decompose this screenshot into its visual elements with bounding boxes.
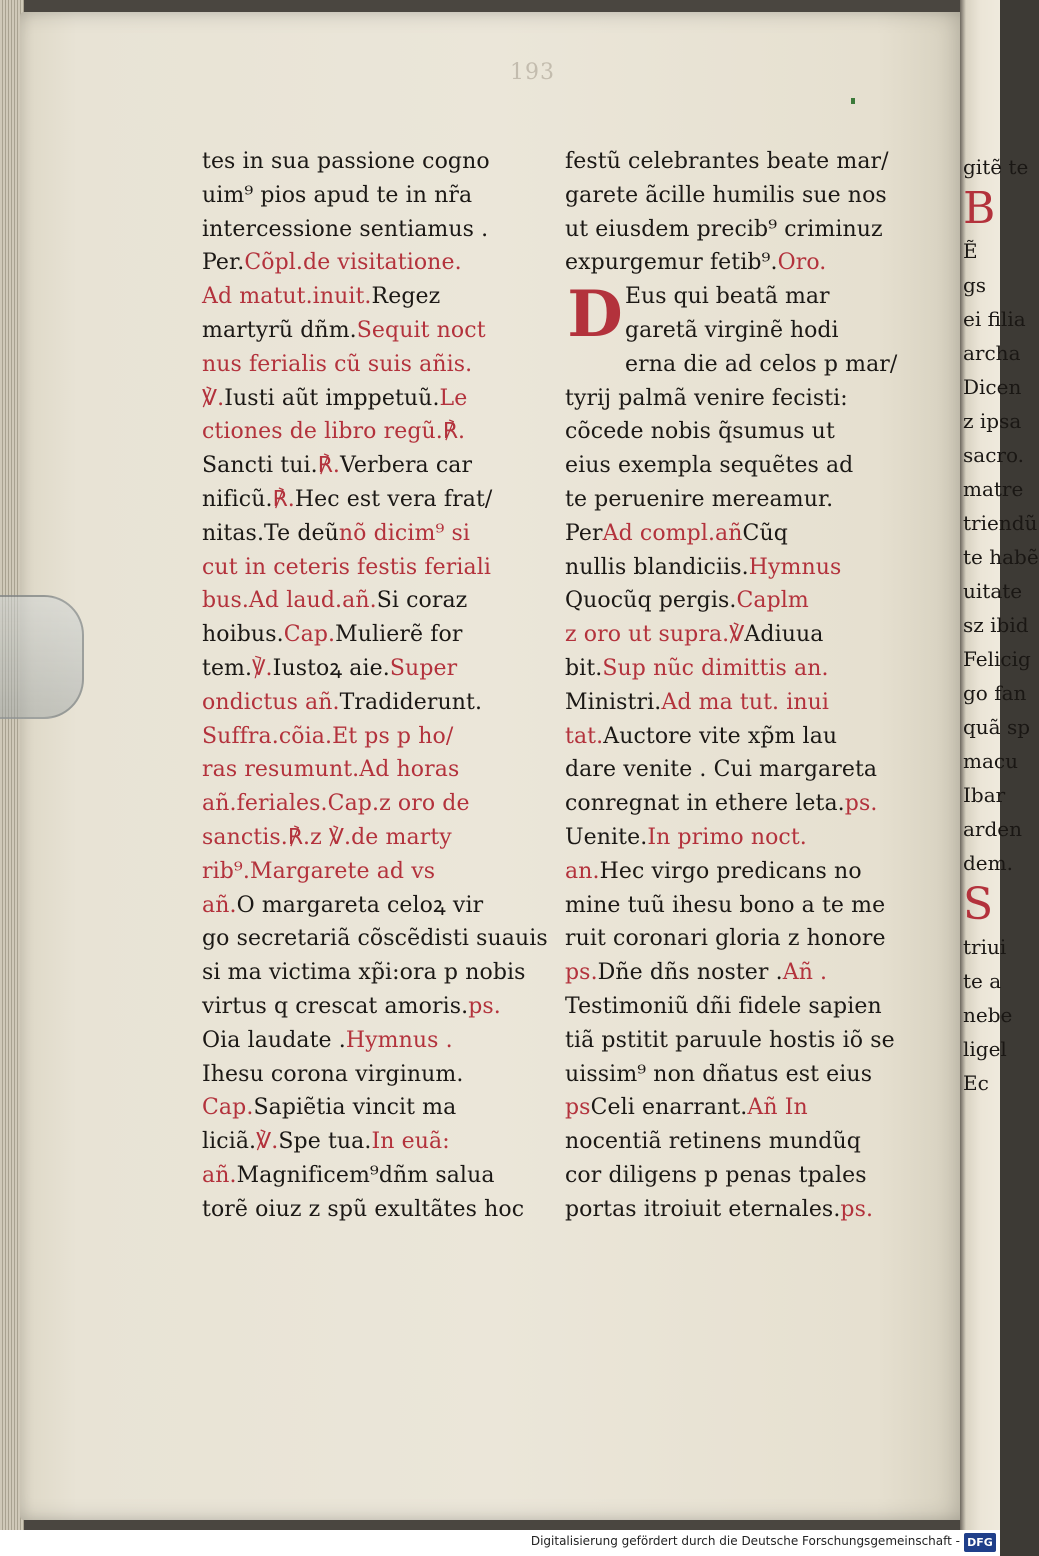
rubric-text: an. <box>565 858 600 884</box>
body-text: hoibus. <box>202 622 284 648</box>
right-column-rest <box>565 348 910 1227</box>
text-line <box>202 449 547 483</box>
body-text: Testimoniũ dñi fidele sapien <box>565 993 882 1019</box>
rubric-text: Ad ma tut. inui <box>661 689 830 715</box>
body-text: Ministri. <box>565 689 662 715</box>
text-line <box>202 787 547 821</box>
body-text: ut eiusdem precib⁹ criminuz <box>565 216 883 242</box>
body-text: si ma victima xp̃i:ora p nobis <box>202 960 526 986</box>
text-line <box>565 720 910 754</box>
body-text: nullis blandiciis. <box>565 554 749 580</box>
facing-page-line: arden <box>963 817 1023 841</box>
body-text: Tradiderunt. <box>339 689 483 715</box>
text-line <box>565 246 910 280</box>
rubric-text: nõ dicim⁹ si <box>338 520 470 546</box>
facing-page-line: gs <box>963 273 987 297</box>
text-line <box>202 1058 547 1092</box>
body-text: expurgemur fetib⁹. <box>565 250 778 276</box>
facing-page-line: S <box>963 879 994 930</box>
rubric-text: ℣. <box>256 1129 279 1155</box>
rubric-text: Suffra.cõia.Et ps p ho/ <box>202 723 454 749</box>
rubric-text: ℟. <box>272 486 295 512</box>
body-text: Iusti aũt imppetuũ. <box>224 385 440 411</box>
rubric-text: In primo noct. <box>647 824 807 850</box>
body-text: liciã. <box>202 1129 257 1155</box>
text-line <box>565 213 910 247</box>
facing-page-line: triendũ <box>963 511 1038 535</box>
text-line <box>202 584 547 618</box>
folio-number: 193 <box>510 60 555 85</box>
body-text: tem. <box>202 655 253 681</box>
decorated-initial: D <box>567 277 623 353</box>
text-line <box>202 246 547 280</box>
text-line <box>565 821 910 855</box>
body-text: Eus qui beatã mar <box>625 284 830 310</box>
body-text: intercessione sentiamus . <box>202 216 489 242</box>
rubric-text: ras resumunt.Ad horas <box>202 757 460 783</box>
rubric-text: ps. <box>840 1196 874 1222</box>
body-text: te peruenire mereamur. <box>565 486 834 512</box>
text-line <box>202 382 547 416</box>
text-line <box>202 720 547 754</box>
body-text: Iustoꝝ aie. <box>272 655 390 681</box>
right-text-column <box>565 145 910 1227</box>
facing-page-line: archa <box>963 341 1021 365</box>
facing-page-line: Ec <box>963 1071 989 1095</box>
rubric-text: nus ferialis cũ suis añis. <box>202 351 473 377</box>
rubric-text: ps. <box>565 960 598 986</box>
body-text: festũ celebrantes beate mar/ <box>565 149 889 174</box>
rubric-text: Hymnus . <box>345 1027 453 1053</box>
rubric-text: sanctis.℟.z ℣.de marty <box>202 824 452 850</box>
body-text: nificũ. <box>202 486 273 512</box>
body-text: Uenite. <box>565 824 648 850</box>
rubric-text: Ad compl.añ <box>602 520 743 546</box>
rubric-text: Cõpl.de visitatione. <box>244 250 462 276</box>
rubric-text: z oro ut supra.℣ <box>565 622 745 648</box>
body-text: portas itroiuit eternales. <box>565 1196 841 1222</box>
text-line <box>565 551 910 585</box>
facing-page-line: Dicen <box>963 375 1022 399</box>
rubric-text: ctiones de libro regũ.℟. <box>202 419 466 445</box>
rubric-text: ℣. <box>252 655 273 681</box>
text-line <box>565 889 910 923</box>
rubric-text: bus.Ad laud.añ. <box>202 588 377 614</box>
text-line <box>202 652 547 686</box>
body-text: Magnificem⁹dñm salua <box>236 1162 495 1188</box>
text-line <box>565 483 910 517</box>
dfg-logo: DFG <box>964 1533 996 1552</box>
text-line <box>565 990 910 1024</box>
text-line <box>565 855 910 889</box>
rubric-text: añ. <box>202 892 237 918</box>
rubric-text: tat. <box>565 723 604 749</box>
body-text: ruit coronari gloria z honore <box>565 926 886 952</box>
text-line <box>565 145 910 179</box>
ink-speck <box>851 98 855 104</box>
text-line <box>202 348 547 382</box>
rubric-text: Añ In <box>747 1095 808 1121</box>
rubric-text: ℟. <box>317 453 340 479</box>
facing-page-line: sacro. <box>963 443 1024 467</box>
body-text: dare venite . Cui margareta <box>565 757 878 783</box>
rubric-text: Caplm <box>736 588 809 614</box>
text-line <box>565 652 910 686</box>
text-line <box>202 551 547 585</box>
text-line <box>565 517 910 551</box>
body-text: Quocũq pergis. <box>565 588 737 614</box>
page-clip <box>0 595 84 719</box>
body-text: Sapiẽtia vincit ma <box>253 1095 457 1121</box>
text-line <box>202 483 547 517</box>
body-text: conregnat in ethere leta. <box>565 791 845 817</box>
body-text: Hec virgo predicans no <box>599 858 862 884</box>
body-text: nocentiã retinens mundũq <box>565 1129 861 1155</box>
facing-page-line: triui <box>963 935 1007 959</box>
rubric-text: Sequit noct <box>356 317 486 343</box>
rubric-text: rib⁹.Margarete ad vs <box>202 858 436 884</box>
body-text: garete ãcille humilis sue nos <box>565 182 887 208</box>
body-text: garetã virginẽ hodi <box>625 317 839 343</box>
facing-page-line: sz ibid <box>963 613 1029 637</box>
text-line <box>202 1125 547 1159</box>
text-line <box>565 686 910 720</box>
facing-page-line: uitate <box>963 579 1023 603</box>
body-text: Per. <box>202 250 245 276</box>
text-line <box>565 179 910 213</box>
body-text: bit. <box>565 655 603 681</box>
rubric-text: ps. <box>844 791 878 817</box>
rubric-text: Sup nũc dimittis an. <box>602 655 829 681</box>
text-line <box>565 1193 910 1227</box>
body-text: Mulierẽ for <box>335 622 463 648</box>
body-text: cor diligens p penas tpales <box>565 1162 867 1188</box>
text-line <box>565 415 910 449</box>
text-line <box>565 449 910 483</box>
text-line <box>202 179 547 213</box>
text-line <box>565 382 910 416</box>
text-line <box>202 145 547 179</box>
body-text: Si coraz <box>376 588 468 614</box>
text-line <box>202 753 547 787</box>
body-text: Cũq <box>742 520 788 546</box>
text-line <box>202 1024 547 1058</box>
body-text: go secretariã cõscẽdisti suauis <box>202 926 548 952</box>
text-line <box>202 517 547 551</box>
facing-page-line: nebe <box>963 1003 1013 1027</box>
text-line <box>565 584 910 618</box>
facing-page-line: matre <box>963 477 1024 501</box>
right-column-top <box>565 145 910 280</box>
body-text: tes in sua passione cogno <box>202 149 490 174</box>
facing-page-line: ei filia <box>963 307 1026 331</box>
rubric-text: In euã: <box>371 1129 450 1155</box>
text-line <box>565 1024 910 1058</box>
rubric-text: Super <box>389 655 458 681</box>
body-text: Celi enarrant. <box>590 1095 748 1121</box>
rubric-text: Cap. <box>283 622 336 648</box>
rubric-text: añ. <box>202 1162 237 1188</box>
facing-page-line: ligel <box>963 1037 1007 1061</box>
rubric-text: Hymnus <box>748 554 842 580</box>
facing-page-line: B <box>963 183 996 234</box>
text-line <box>565 1091 910 1125</box>
body-text: virtus q crescat amoris. <box>202 993 469 1019</box>
left-text-column <box>202 145 547 1227</box>
text-line <box>565 1125 910 1159</box>
body-text: nitas.Te deũ <box>202 520 339 546</box>
rubric-text: ondictus añ. <box>202 689 340 715</box>
body-text: Oia laudate . <box>202 1027 346 1053</box>
body-text: tyrij palmã venire fecisti: <box>565 385 848 411</box>
text-line <box>202 213 547 247</box>
body-text: Hec est vera frat/ <box>294 486 493 512</box>
text-line <box>202 280 547 314</box>
rubric-text: Oro. <box>777 250 827 276</box>
text-line <box>202 686 547 720</box>
funding-notice: Digitalisierung gefördert durch die Deutsche Forschungsgemeinschaft - <box>530 1534 960 1548</box>
text-line <box>202 618 547 652</box>
text-line <box>202 821 547 855</box>
facing-page-line: z ipsa <box>963 409 1022 433</box>
body-text: Adiuua <box>744 622 824 648</box>
rubric-text: ps <box>565 1095 591 1121</box>
body-text: cõcede nobis q̃sumus ut <box>565 419 835 445</box>
text-line <box>202 1193 547 1227</box>
rubric-text: Ad matut.inuit. <box>202 284 372 310</box>
text-line <box>565 348 910 382</box>
rubric-text: Añ . <box>782 960 828 986</box>
text-line <box>565 753 910 787</box>
footer-bar <box>0 1530 1000 1556</box>
body-text: Per <box>565 520 603 546</box>
text-line <box>202 889 547 923</box>
text-line <box>202 855 547 889</box>
body-text: torẽ oiuz z spũ exultãtes hoc <box>202 1196 525 1222</box>
body-text: Verbera car <box>339 453 473 479</box>
text-line <box>202 1159 547 1193</box>
facing-page-line: te a <box>963 969 1002 993</box>
body-text: Ihesu corona virginum. <box>202 1061 464 1087</box>
text-line <box>202 1091 547 1125</box>
text-line <box>565 956 910 990</box>
text-line <box>565 787 910 821</box>
text-line <box>202 415 547 449</box>
text-line <box>565 922 910 956</box>
rubric-text: ps. <box>468 993 501 1019</box>
facing-page-line: macu <box>963 749 1018 773</box>
rubric-text: añ.feriales.Cap.z oro de <box>202 791 470 817</box>
body-text: uim⁹ pios apud te in nr̃a <box>202 182 473 208</box>
rubric-text: ℣. <box>202 385 225 411</box>
facing-page-line: dem. <box>963 851 1013 875</box>
text-line <box>565 1159 910 1193</box>
body-text: Auctore vite xp̃m lau <box>603 723 838 749</box>
initial-block <box>565 277 910 353</box>
body-text: tiã pstitit paruule hostis iõ se <box>565 1027 895 1053</box>
body-text: Spe tua. <box>278 1129 372 1155</box>
facing-page-line: quã sp <box>963 715 1031 739</box>
text-line <box>202 990 547 1024</box>
text-line <box>202 922 547 956</box>
rubric-text: Cap. <box>202 1095 254 1121</box>
body-text: Regez <box>371 284 441 310</box>
rubric-text: cut in ceteris festis feriali <box>202 554 491 580</box>
facing-page-line: Felicig <box>963 647 1031 671</box>
body-text: Dñe dñs noster . <box>597 960 783 986</box>
facing-page-line: te habẽ <box>963 545 1039 569</box>
rubric-text: Le <box>439 385 468 411</box>
facing-page-fragment <box>963 150 1039 1100</box>
facing-page-line: Ibar <box>963 783 1006 807</box>
text-line <box>202 314 547 348</box>
body-text: eius exempla sequẽtes ad <box>565 453 854 479</box>
body-text: erna die ad celos p mar/ <box>625 351 898 377</box>
body-text: mine tuũ ihesu bono a te me <box>565 892 886 918</box>
facing-page-line: gitẽ te <box>963 155 1029 179</box>
text-line <box>565 1058 910 1092</box>
text-line <box>565 618 910 652</box>
body-text: O margareta celoꝝ vir <box>236 892 484 918</box>
text-line <box>202 956 547 990</box>
body-text: uissim⁹ non dñatus est eius <box>565 1061 873 1087</box>
facing-page-line: Ẽ <box>963 239 978 263</box>
facing-page-line: go fan <box>963 681 1027 705</box>
body-text: Sancti tui. <box>202 453 318 479</box>
body-text: martyrũ dñm. <box>202 317 357 343</box>
